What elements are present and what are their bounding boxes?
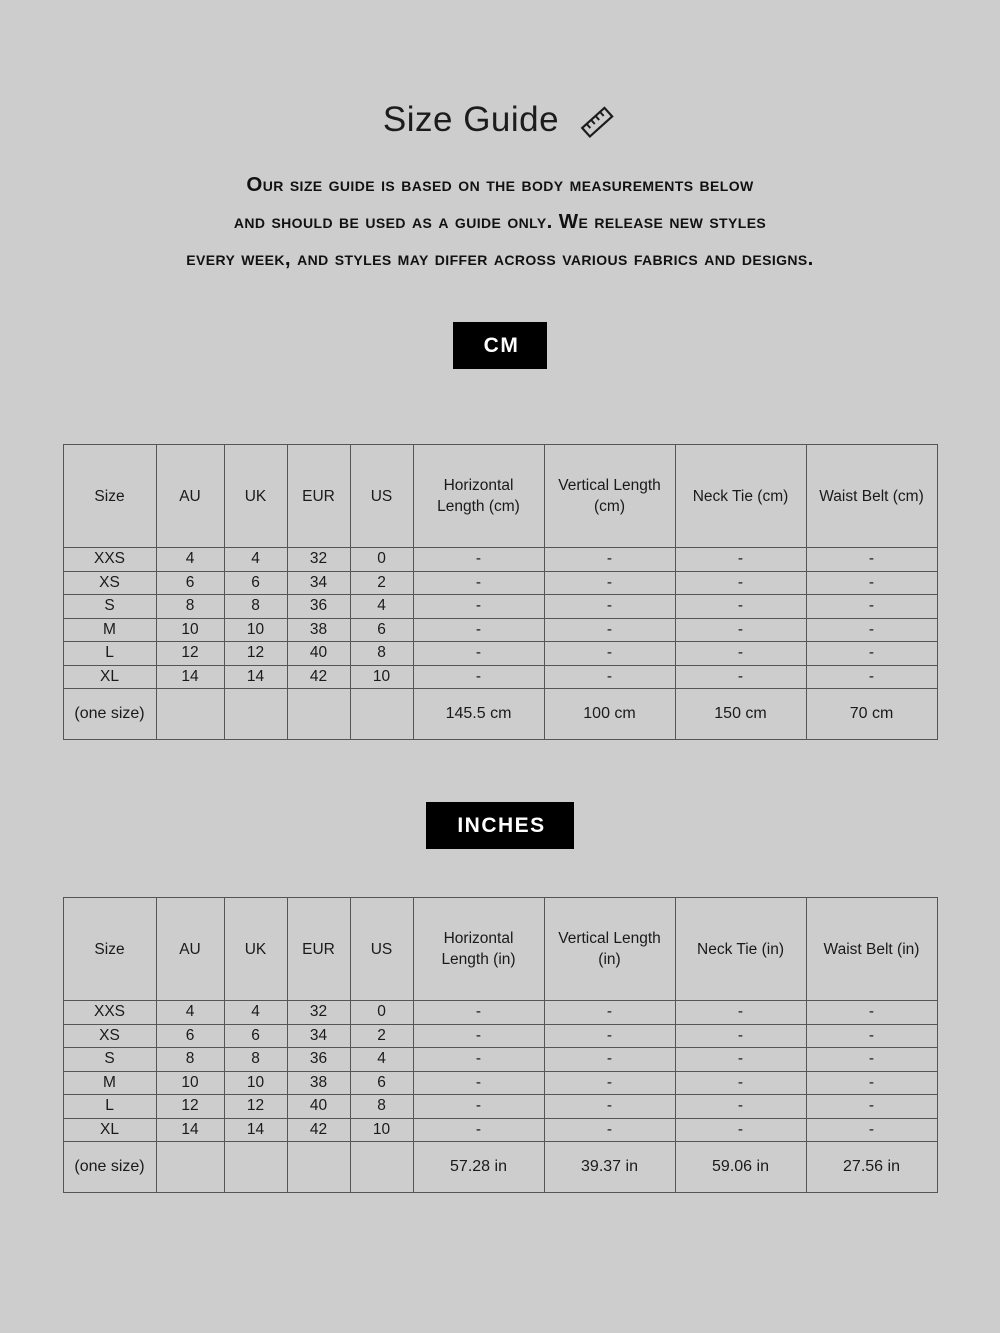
cell-neck-tie: 59.06 in — [675, 1142, 806, 1193]
cell-waist-belt: - — [806, 1118, 937, 1142]
cell-vertical: - — [544, 618, 675, 642]
cell-au: 14 — [156, 1118, 224, 1142]
col-header-uk: UK — [224, 445, 287, 548]
table-body — [63, 1001, 937, 1193]
cell-neck-tie: - — [675, 1048, 806, 1072]
intro-line-2: and should be used as a guide only. We release new styles — [233, 210, 767, 233]
table-header-row — [63, 445, 937, 548]
cell-eur: 32 — [287, 548, 350, 572]
cell-uk: 4 — [224, 548, 287, 572]
cell-eur — [287, 1142, 350, 1193]
table-row — [63, 571, 937, 595]
cell-us — [350, 1142, 413, 1193]
cell-vertical: - — [544, 642, 675, 666]
cell-au: 4 — [156, 548, 224, 572]
cell-us: 10 — [350, 1118, 413, 1142]
col-header-horizontal-length: Horizontal Length (in) — [413, 898, 544, 1001]
cell-uk — [224, 689, 287, 740]
cell-uk: 12 — [224, 1095, 287, 1119]
page-title — [0, 96, 1000, 144]
cell-eur: 32 — [287, 1001, 350, 1025]
col-header-au: AU — [156, 898, 224, 1001]
cell-uk: 8 — [224, 1048, 287, 1072]
cell-uk: 14 — [224, 1118, 287, 1142]
cell-waist-belt: - — [806, 1024, 937, 1048]
table-row — [63, 1001, 937, 1025]
unit-badge-inches-wrap — [0, 802, 1000, 849]
cell-us: 10 — [350, 665, 413, 689]
col-header-eur: EUR — [287, 898, 350, 1001]
table-row — [63, 595, 937, 619]
col-header-waist-belt: Waist Belt (cm) — [806, 445, 937, 548]
cell-horizontal: - — [413, 595, 544, 619]
cell-us: 6 — [350, 1071, 413, 1095]
col-header-au: AU — [156, 445, 224, 548]
cell-neck-tie: - — [675, 595, 806, 619]
cell-eur — [287, 689, 350, 740]
cell-size: XXS — [63, 548, 156, 572]
table-row — [63, 618, 937, 642]
cell-us: 0 — [350, 1001, 413, 1025]
cell-vertical: 100 cm — [544, 689, 675, 740]
cell-horizontal: - — [413, 548, 544, 572]
cell-uk: 8 — [224, 595, 287, 619]
page-title-text: Size Guide — [382, 100, 560, 139]
table-body — [63, 548, 937, 740]
cell-neck-tie: - — [675, 618, 806, 642]
cell-vertical: - — [544, 1001, 675, 1025]
unit-badge-inches: INCHES — [426, 802, 573, 849]
col-header-vertical-length: Vertical Length (in) — [544, 898, 675, 1001]
cell-size: S — [63, 595, 156, 619]
cell-eur: 36 — [287, 595, 350, 619]
cell-size: XS — [63, 571, 156, 595]
cell-au: 12 — [156, 642, 224, 666]
col-header-vertical-length: Vertical Length (cm) — [544, 445, 675, 548]
cell-vertical: - — [544, 1071, 675, 1095]
cell-neck-tie: - — [675, 571, 806, 595]
cell-us — [350, 689, 413, 740]
cell-eur: 34 — [287, 571, 350, 595]
cell-horizontal: - — [413, 1024, 544, 1048]
cell-size: M — [63, 618, 156, 642]
col-header-uk: UK — [224, 898, 287, 1001]
cell-au: 8 — [156, 1048, 224, 1072]
cell-eur: 34 — [287, 1024, 350, 1048]
table-row — [63, 665, 937, 689]
cell-horizontal: 145.5 cm — [413, 689, 544, 740]
cell-horizontal: - — [413, 1071, 544, 1095]
col-header-neck-tie: Neck Tie (in) — [675, 898, 806, 1001]
intro-line-1: Our size guide is based on the body measurements below — [246, 173, 754, 196]
cell-eur: 38 — [287, 1071, 350, 1095]
cell-waist-belt: - — [806, 595, 937, 619]
cell-waist-belt: - — [806, 548, 937, 572]
table-head — [63, 898, 937, 1001]
cell-waist-belt: - — [806, 1071, 937, 1095]
cell-horizontal: - — [413, 1095, 544, 1119]
intro-line-3: every week, and styles may differ across various fabrics and designs. — [186, 247, 814, 270]
cell-vertical: - — [544, 548, 675, 572]
unit-badge-cm: CM — [453, 322, 548, 369]
cell-eur: 38 — [287, 618, 350, 642]
cell-size: S — [63, 1048, 156, 1072]
table-head — [63, 445, 937, 548]
cell-uk: 12 — [224, 642, 287, 666]
cell-us: 2 — [350, 571, 413, 595]
cell-us: 4 — [350, 595, 413, 619]
table-row — [63, 1048, 937, 1072]
cell-size: XXS — [63, 1001, 156, 1025]
intro-text — [0, 166, 1000, 277]
cell-au: 10 — [156, 618, 224, 642]
size-table-cm-wrap — [0, 444, 1000, 740]
cell-us: 8 — [350, 642, 413, 666]
cell-waist-belt: - — [806, 1048, 937, 1072]
cell-waist-belt: 70 cm — [806, 689, 937, 740]
cell-horizontal: - — [413, 618, 544, 642]
cell-neck-tie: 150 cm — [675, 689, 806, 740]
col-header-size: Size — [63, 445, 156, 548]
cell-horizontal: - — [413, 1118, 544, 1142]
col-header-size: Size — [63, 898, 156, 1001]
cell-us: 2 — [350, 1024, 413, 1048]
cell-waist-belt: - — [806, 618, 937, 642]
table-row — [63, 1095, 937, 1119]
table-header-row — [63, 898, 937, 1001]
cell-au: 14 — [156, 665, 224, 689]
cell-au: 4 — [156, 1001, 224, 1025]
cell-size: L — [63, 642, 156, 666]
cell-au: 12 — [156, 1095, 224, 1119]
cell-neck-tie: - — [675, 1095, 806, 1119]
ruler-icon — [577, 102, 617, 142]
col-header-us: US — [350, 898, 413, 1001]
col-header-eur: EUR — [287, 445, 350, 548]
cell-us: 6 — [350, 618, 413, 642]
cell-eur: 36 — [287, 1048, 350, 1072]
table-row — [63, 1118, 937, 1142]
cell-eur: 42 — [287, 1118, 350, 1142]
cell-size: L — [63, 1095, 156, 1119]
cell-size: XS — [63, 1024, 156, 1048]
cell-waist-belt: - — [806, 665, 937, 689]
cell-au: 6 — [156, 571, 224, 595]
cell-waist-belt: - — [806, 1001, 937, 1025]
cell-vertical: - — [544, 595, 675, 619]
cell-waist-belt: - — [806, 571, 937, 595]
size-table-cm — [63, 444, 938, 740]
cell-au — [156, 1142, 224, 1193]
col-header-horizontal-length: Horizontal Length (cm) — [413, 445, 544, 548]
cell-vertical: - — [544, 1095, 675, 1119]
cell-eur: 40 — [287, 1095, 350, 1119]
col-header-neck-tie: Neck Tie (cm) — [675, 445, 806, 548]
cell-neck-tie: - — [675, 665, 806, 689]
cell-au: 6 — [156, 1024, 224, 1048]
cell-vertical: - — [544, 1024, 675, 1048]
cell-uk: 14 — [224, 665, 287, 689]
cell-au: 10 — [156, 1071, 224, 1095]
cell-au — [156, 689, 224, 740]
size-table-inches — [63, 897, 938, 1193]
cell-uk: 10 — [224, 1071, 287, 1095]
cell-neck-tie: - — [675, 642, 806, 666]
table-row-one-size — [63, 689, 937, 740]
cell-uk: 10 — [224, 618, 287, 642]
table-row-one-size — [63, 1142, 937, 1193]
cell-uk: 4 — [224, 1001, 287, 1025]
cell-waist-belt: - — [806, 642, 937, 666]
table-row — [63, 1024, 937, 1048]
cell-size: XL — [63, 665, 156, 689]
cell-au: 8 — [156, 595, 224, 619]
cell-horizontal: - — [413, 1001, 544, 1025]
cell-us: 0 — [350, 548, 413, 572]
cell-us: 8 — [350, 1095, 413, 1119]
cell-neck-tie: - — [675, 1024, 806, 1048]
cell-one-size-label: (one size) — [63, 1142, 156, 1193]
cell-neck-tie: - — [675, 1118, 806, 1142]
cell-neck-tie: - — [675, 548, 806, 572]
cell-size: XL — [63, 1118, 156, 1142]
unit-badge-cm-wrap — [0, 322, 1000, 369]
table-row — [63, 642, 937, 666]
cell-uk: 6 — [224, 1024, 287, 1048]
cell-eur: 40 — [287, 642, 350, 666]
table-row — [63, 548, 937, 572]
cell-neck-tie: - — [675, 1071, 806, 1095]
col-header-waist-belt: Waist Belt (in) — [806, 898, 937, 1001]
cell-horizontal: 57.28 in — [413, 1142, 544, 1193]
cell-horizontal: - — [413, 642, 544, 666]
cell-waist-belt: - — [806, 1095, 937, 1119]
cell-uk: 6 — [224, 571, 287, 595]
cell-vertical: 39.37 in — [544, 1142, 675, 1193]
cell-eur: 42 — [287, 665, 350, 689]
cell-horizontal: - — [413, 1048, 544, 1072]
cell-vertical: - — [544, 1048, 675, 1072]
cell-one-size-label: (one size) — [63, 689, 156, 740]
size-table-inches-wrap — [0, 897, 1000, 1193]
table-row — [63, 1071, 937, 1095]
cell-uk — [224, 1142, 287, 1193]
col-header-us: US — [350, 445, 413, 548]
cell-vertical: - — [544, 571, 675, 595]
cell-waist-belt: 27.56 in — [806, 1142, 937, 1193]
cell-us: 4 — [350, 1048, 413, 1072]
cell-horizontal: - — [413, 665, 544, 689]
cell-size: M — [63, 1071, 156, 1095]
cell-neck-tie: - — [675, 1001, 806, 1025]
cell-horizontal: - — [413, 571, 544, 595]
cell-vertical: - — [544, 1118, 675, 1142]
cell-vertical: - — [544, 665, 675, 689]
